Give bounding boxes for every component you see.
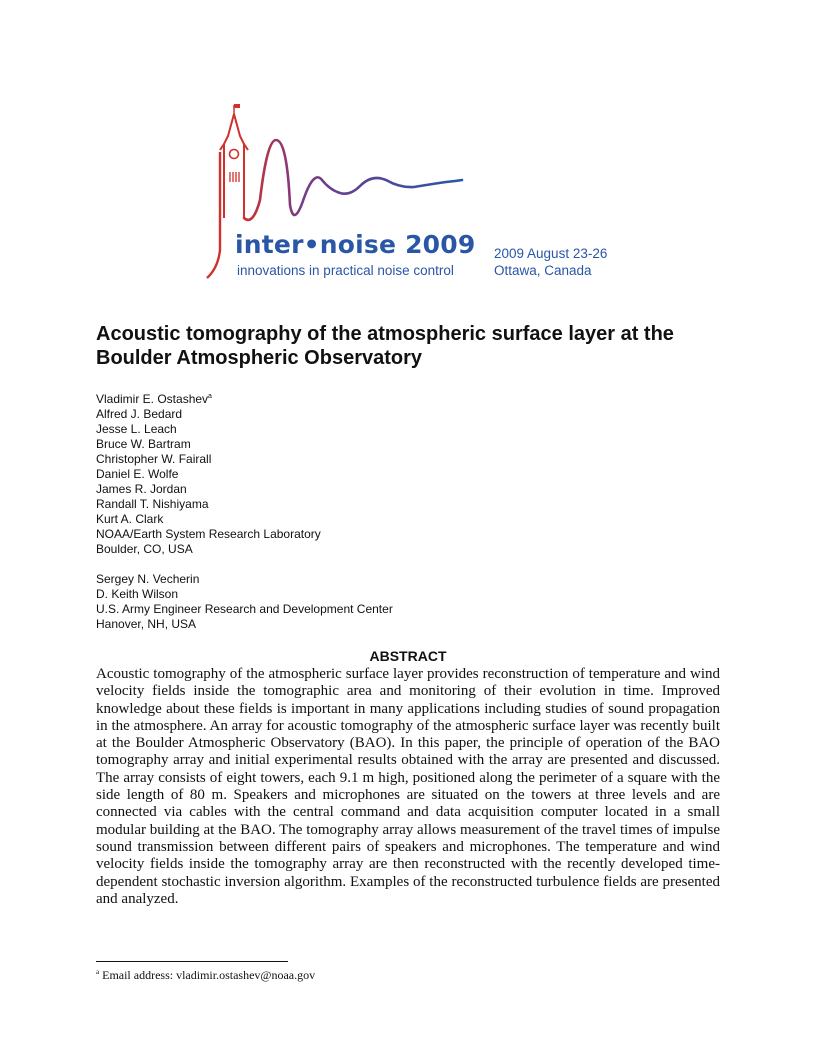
author-line: Alfred J. Bedard: [96, 407, 183, 421]
author-footnote-mark: a: [208, 393, 212, 400]
footnote-mark: a: [96, 968, 100, 976]
author-line: Sergey N. Vecherin: [96, 572, 200, 586]
author-line: Jesse L. Leach: [96, 422, 177, 436]
author-line: Bruce W. Bartram: [96, 437, 191, 451]
author-line: Daniel E. Wolfe: [96, 467, 179, 481]
author-group-spacer: [96, 557, 393, 572]
affiliation-line: U.S. Army Engineer Research and Development Center: [96, 602, 393, 616]
author-list: [96, 392, 393, 632]
paper-title: Acoustic tomography of the atmospheric surface layer at the Boulder Atmospheric Observatory: [96, 323, 674, 369]
author-line: James R. Jordan: [96, 482, 187, 496]
author-line: Randall T. Nishiyama: [96, 497, 209, 511]
logo-brand: inter•noise 2009: [235, 230, 476, 259]
affiliation-line: NOAA/Earth System Research Laboratory: [96, 527, 321, 541]
conference-logo: [200, 100, 640, 285]
conference-place: Ottawa, Canada: [494, 263, 592, 278]
footnote-divider: [96, 961, 288, 962]
affiliation-location: Hanover, NH, USA: [96, 617, 197, 631]
conference-date: 2009 August 23-26: [494, 246, 608, 261]
author-line: Kurt A. Clark: [96, 512, 164, 526]
footnote-email: Email address: vladimir.ostashev@noaa.gov: [102, 968, 316, 982]
logo-tagline: innovations in practical noise control: [237, 263, 454, 278]
abstract-text: Acoustic tomography of the atmospheric surface layer provides reconstruction of temperature and wind velocity fields inside the tomographic area and monitoring of their evolution in time. Improved knowledge about these fields is important in many applications including studies of sound propagation in the atmosphere. An array for acoustic tomography of the atmospheric surface layer was recently built at the Boulder Atmospheric Observatory (BAO). In this paper, the principle of operation of the BAO tomography array and initial experimental results obtained with the array are presented and discussed. The array consists of eight towers, each 9.1 m high, positioned along the perimeter of a square with the side length of 80 m. Speakers and microphones are situated on the towers at three levels and are connected via cables with the central command and data acquisition computer located in a small modular building at the BAO. The tomography array allows measurement of the travel times of impulse sound transmission between different pairs of speakers and microphones. The temperature and wind velocity fields inside the tomography array are then reconstructed with the recently developed time-dependent stochastic inversion algorithm. Examples of the reconstructed turbulence fields are presented and analyzed.: [96, 666, 720, 907]
abstract-heading: ABSTRACT: [369, 648, 447, 664]
footnote: [96, 968, 315, 983]
author-line: Vladimir E. Ostashev$^a$: [96, 392, 212, 406]
author-line: D. Keith Wilson: [96, 587, 179, 601]
author-line: Christopher W. Fairall: [96, 452, 212, 466]
affiliation-location: Boulder, CO, USA: [96, 542, 193, 556]
